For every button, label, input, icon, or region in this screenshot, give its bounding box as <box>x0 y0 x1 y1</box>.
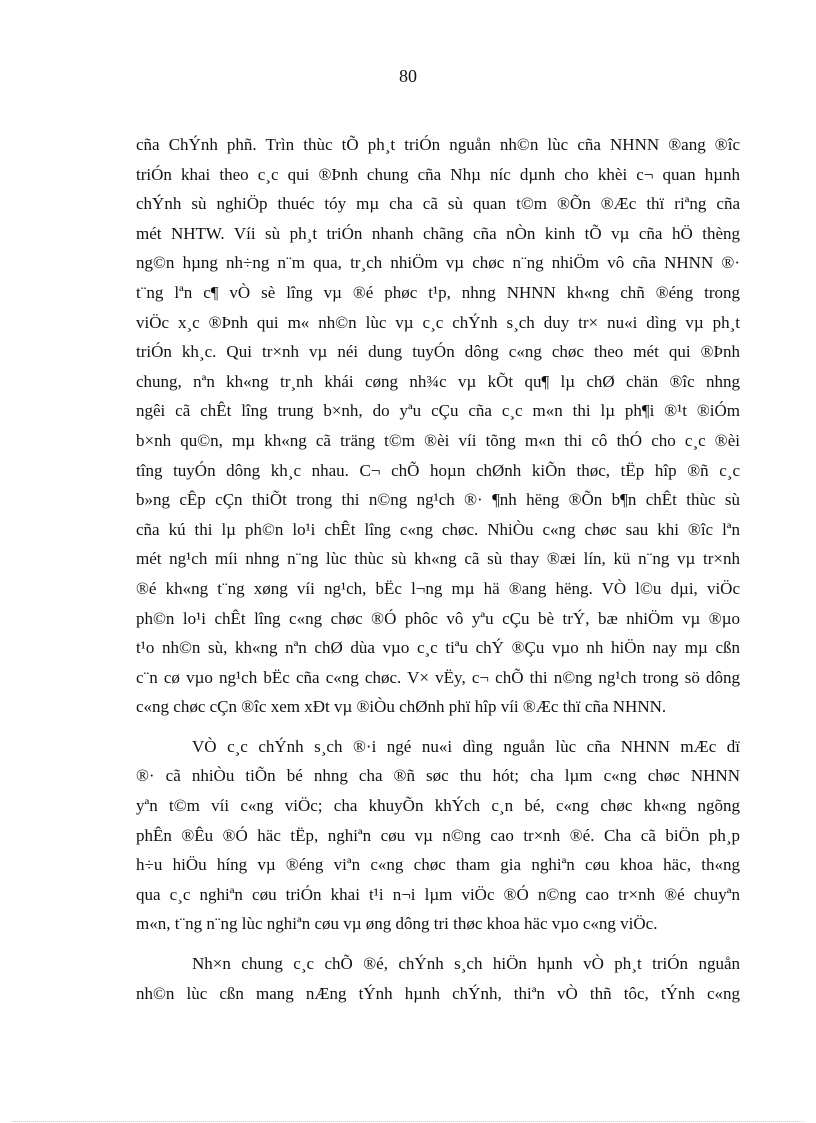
page-bottom-rule <box>12 1121 804 1122</box>
paragraph-3 <box>136 949 740 1008</box>
paragraph-2 <box>136 732 740 939</box>
text-line: c¨n cø vµo ng¹ch bËc cña c«ng chøc. V× vËy, c¬ chÕ thi n©ng ng¹ch trong sö dông <box>136 667 740 687</box>
text-line: phÊn ®Êu ®Ó häc tËp, nghiªn cøu vµ n©ng cao tr×nh ®é. Cha cã biÖn ph¸p <box>136 825 740 845</box>
text-line: chung, nªn kh«ng tr¸nh khái cøng nh¾c vµ kÕt qu¶ lµ chØ chän ®îc nhng <box>136 371 740 391</box>
text-line: h÷u hiÖu híng vµ ®éng viªn c«ng chøc tham gia nghiªn cøu khoa häc, th«ng <box>136 855 740 875</box>
text-line: viÖc x¸c ®Þnh qui m« nh©n lùc vµ c¸c chÝnh s¸ch duy tr× nu«i dìng vµ ph¸t <box>136 312 740 332</box>
text-line: c«ng chøc cÇn ®îc xem xÐt vµ ®iÒu chØnh phï hîp víi ®Æc thï cña NHNN. <box>136 697 667 717</box>
text-line: ngêi cã chÊt lîng trung b×nh, do yªu cÇu cña c¸c m«n thi lµ ph¶i ®¹t ®iÓm <box>136 401 740 421</box>
text-line: qua c¸c nghiªn cøu triÓn khai t¹i n¬i lµm viÖc ®Ó n©ng cao tr×nh ®é chuyªn <box>136 884 740 904</box>
text-line: cña kú thi lµ ph©n lo¹i chÊt lîng c«ng chøc. NhiÒu c«ng chøc sau khi ®îc lªn <box>136 519 740 539</box>
text-line: triÓn khai theo c¸c qui ®Þnh chung cña Nhµ níc dµnh cho khèi c¬ quan hµnh <box>136 164 740 184</box>
text-line: m«n, t¨ng n¨ng lùc nghiªn cøu vµ øng dông tri thøc khoa häc vµo c«ng viÖc. <box>136 914 658 934</box>
text-line: ph©n lo¹i chÊt lîng c«ng chøc ®Ó phôc vô yªu cÇu bè trÝ, bæ nhiÖm vµ ®µo <box>136 608 740 628</box>
text-line: VÒ c¸c chÝnh s¸ch ®·i ngé nu«i dìng nguån lùc cña NHNN mÆc dï <box>192 736 740 756</box>
text-line: nh©n lùc cßn mang nÆng tÝnh hµnh chÝnh, thiªn vÒ thñ tôc, tÝnh c«ng <box>136 983 740 1003</box>
text-line: t¨ng lªn c¶ vÒ sè lîng vµ ®é phøc t¹p, nhng NHNN kh«ng chñ ®éng trong <box>136 282 740 302</box>
text-line: mét NHTW. Víi sù ph¸t triÓn nhanh chãng cña nÒn kinh tÕ vµ cña hÖ thèng <box>136 223 740 243</box>
page-number: 80 <box>399 66 417 86</box>
text-line: b×nh qu©n, mµ kh«ng cã träng t©m ®èi víi tõng m«n thi cô thÓ cho c¸c ®èi <box>136 430 740 450</box>
text-line: triÓn kh¸c. Qui tr×nh vµ néi dung tuyÓn dông c«ng chøc theo mét qui ®Þnh <box>136 342 740 362</box>
text-line: b»ng cÊp cÇn thiÕt trong thi n©ng ng¹ch ®· ¶nh hëng ®Õn b¶n chÊt thùc sù <box>136 490 740 510</box>
text-line: t¹o nh©n sù, kh«ng nªn chØ dùa vµo c¸c tiªu chÝ ®Çu vµo nh hiÖn nay mµ cßn <box>136 638 740 658</box>
text-line: chÝnh sù nghiÖp thuéc tóy mµ cha cã sù quan t©m ®Õn ®Æc thï riªng cña <box>136 194 740 214</box>
text-line: cña ChÝnh phñ. Trìn thùc tÕ ph¸t triÓn nguån nh©n lùc cña NHNN ®ang ®îc <box>136 135 740 154</box>
text-line: ®· cã nhiÒu tiÕn bé nhng cha ®ñ søc thu hót; cha lµm c«ng chøc NHNN <box>136 766 740 786</box>
text-line: yªn t©m víi c«ng viÖc; cha khuyÕn khÝch c¸n bé, c«ng chøc kh«ng ngõng <box>136 796 740 816</box>
text-line: ®é kh«ng t¨ng xøng víi ng¹ch, bËc l¬ng mµ hä ®ang hëng. VÒ l©u dµi, viÖc <box>136 578 740 598</box>
text-line: tîng tuyÓn dông kh¸c nhau. C¬ chÕ hoµn chØnh kiÕn thøc, tËp hîp ®ñ c¸c <box>136 460 740 480</box>
text-line: Nh×n chung c¸c chÕ ®é, chÝnh s¸ch hiÖn hµnh vÒ ph¸t triÓn nguån <box>192 954 740 974</box>
body-text <box>136 130 740 1008</box>
text-line: mét ng¹ch míi nhng n¨ng lùc thùc sù kh«ng cã sù thay ®æi lín, kü n¨ng vµ tr×nh <box>136 549 740 569</box>
text-line: ng©n hµng nh÷ng n¨m qua, tr¸ch nhiÖm vµ chøc n¨ng nhiÖm vô cña NHNN ®· <box>136 253 740 273</box>
paragraph-1 <box>136 130 740 722</box>
